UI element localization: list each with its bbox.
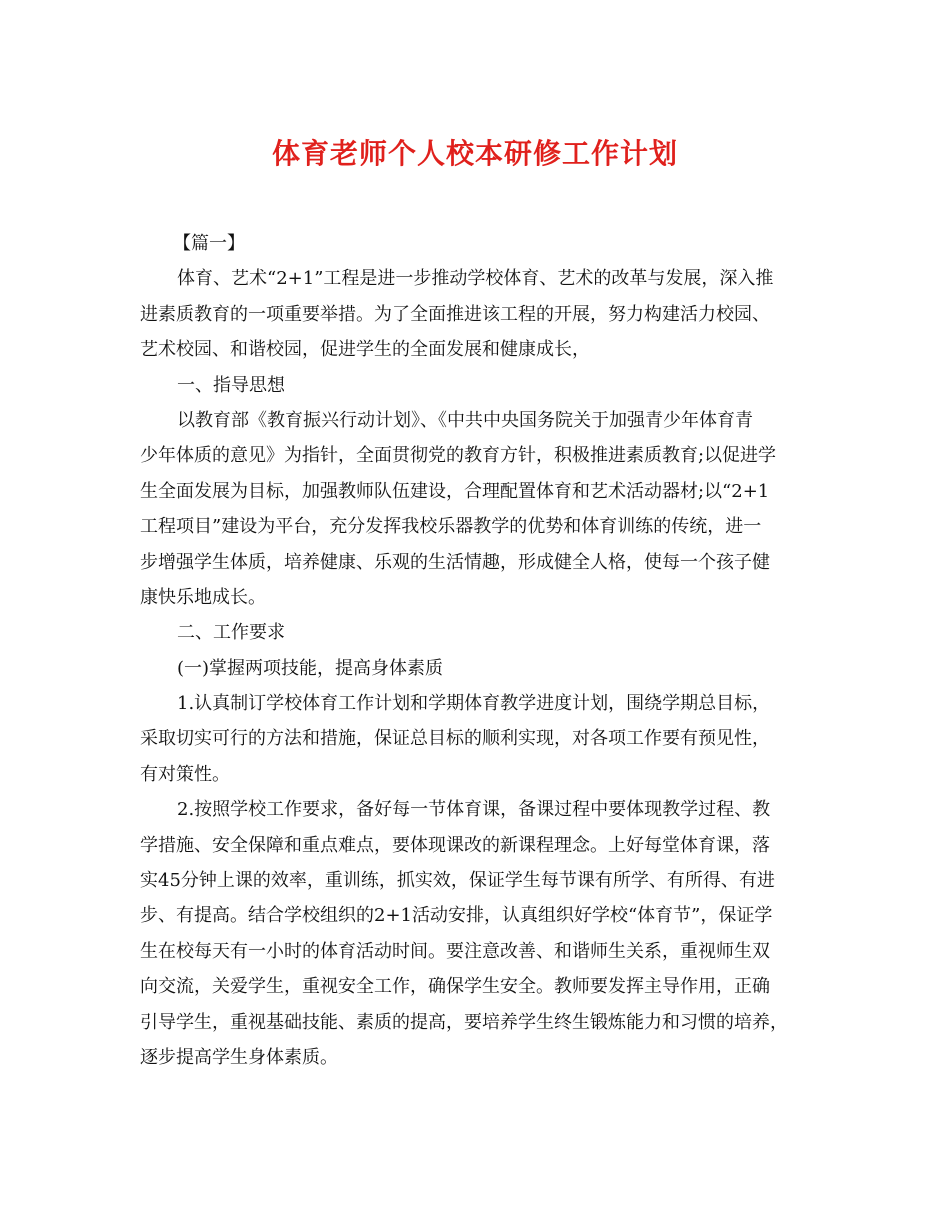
paragraph-line: 逐步提高学生身体素质。 [140, 1046, 338, 1068]
paragraph-line: 实45分钟上课的效率，重训练，抓实效，保证学生每节课有所学、有所得、有进 [140, 870, 775, 892]
paragraph-line: 艺术校园、和谐校园，促进学生的全面发展和健康成长， [140, 339, 590, 361]
document-title: 体育老师个人校本研修工作计划 [271, 137, 678, 170]
paragraph-line: 进素质教育的一项重要举措。为了全面推进该工程的开展，努力构建活力校园、 [140, 303, 770, 325]
paragraph-line: 工程项目”建设为平台，充分发挥我校乐器教学的优势和体育训练的传统，进一 [140, 516, 762, 538]
paragraph-line: 康快乐地成长。 [140, 586, 266, 608]
paragraph-line: 生全面发展为目标，加强教师队伍建设，合理配置体育和艺术活动器材;以“2+1 [140, 480, 770, 502]
paragraph-line: 以教育部《教育振兴行动计划》、《中共中央国务院关于加强青少年体育青 [177, 409, 753, 431]
paragraph-line: 学措施、安全保障和重点难点，要体现课改的新课程理念。上好每堂体育课，落 [140, 834, 770, 856]
section-label: 【篇一】 [173, 233, 245, 254]
paragraph-line: 步、有提高。结合学校组织的2+1活动安排，认真组织好学校“体育节”，保证学 [140, 905, 773, 927]
paragraph-line: 步增强学生体质，培养健康、乐观的生活情趣，形成健全人格，使每一个孩子健 [140, 551, 770, 573]
paragraph-line: 1.认真制订学校体育工作计划和学期体育教学进度计划，围绕学期总目标， [177, 693, 771, 715]
document-body [140, 226, 812, 1075]
paragraph-line: 有对策性。 [140, 763, 230, 785]
paragraph-line: 少年体质的意见》为指针，全面贯彻党的教育方针，积极推进素质教育;以促进学 [140, 445, 777, 467]
section-heading: 二、工作要求 [177, 622, 285, 644]
paragraph-line: 向交流，关爱学生，重视安全工作，确保学生安全。教师要发挥主导作用，正确 [140, 976, 770, 998]
paragraph-line: 2.按照学校工作要求，备好每一节体育课，备课过程中要体现教学过程、教 [177, 799, 771, 821]
paragraph-line: 引导学生，重视基础技能、素质的提高，要培养学生终生锻炼能力和习惯的培养， [140, 1011, 788, 1033]
paragraph-line: 体育、艺术“2+1”工程是进一步推动学校体育、艺术的改革与发展，深入推 [177, 268, 774, 290]
paragraph-line: 采取切实可行的方法和措施，保证总目标的顺利实现，对各项工作要有预见性， [140, 728, 770, 750]
paragraph-line: 生在校每天有一小时的体育活动时间。要注意改善、和谐师生关系，重视师生双 [140, 940, 770, 962]
subsection-heading: (一)掌握两项技能，提高身体素质 [177, 657, 444, 679]
section-heading: 一、指导思想 [177, 374, 285, 396]
